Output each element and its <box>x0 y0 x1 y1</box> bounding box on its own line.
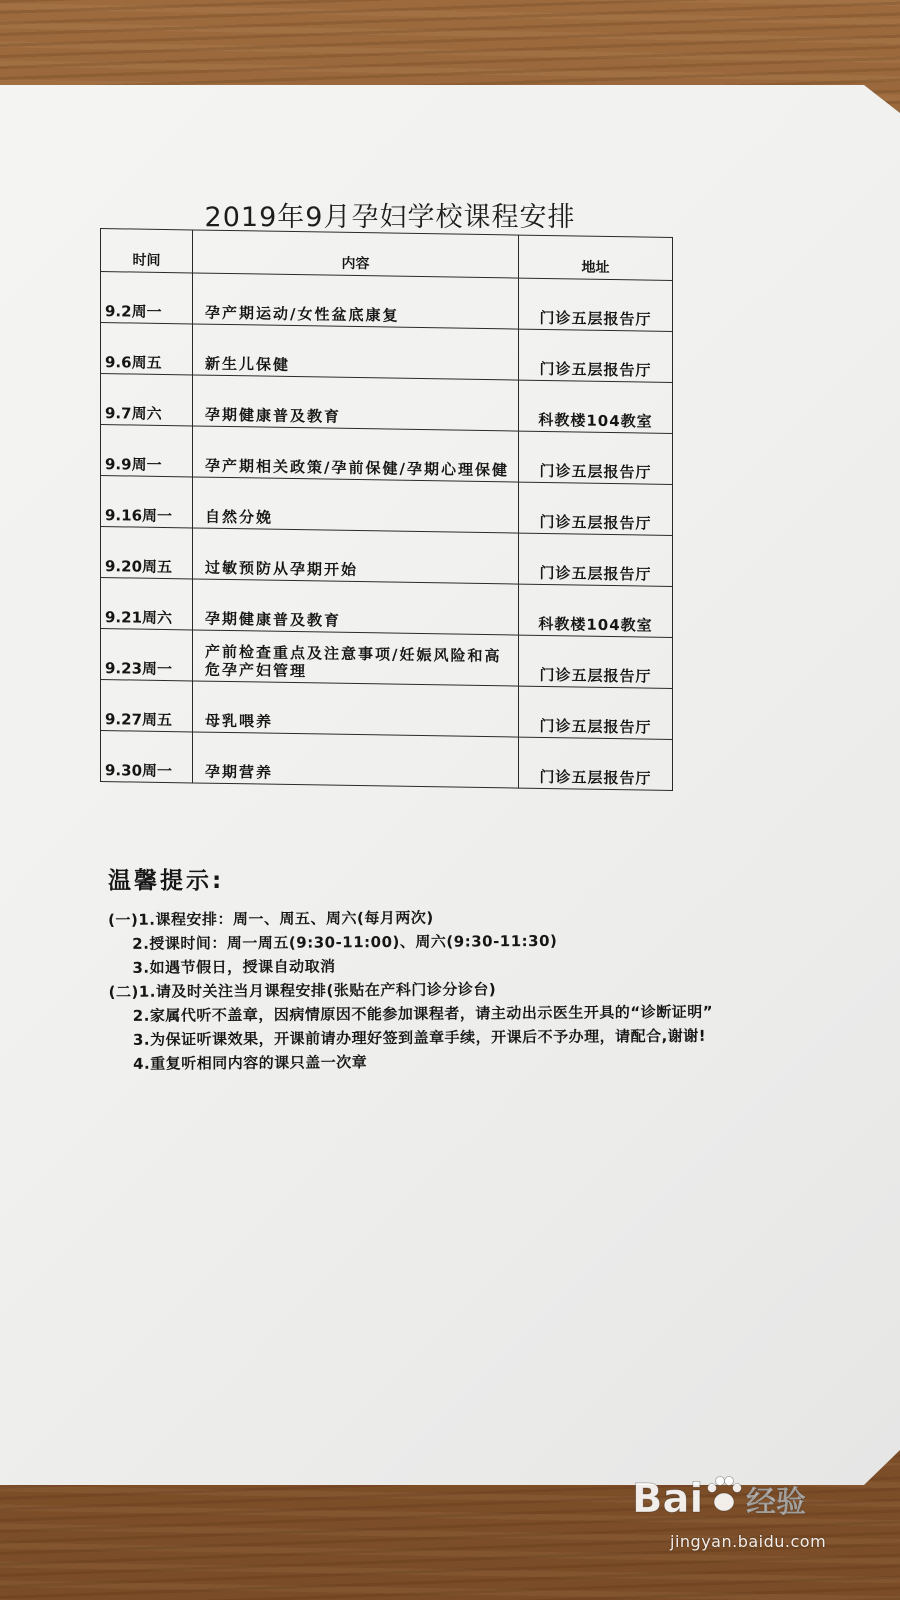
cell-content: 孕期营养 <box>193 732 519 788</box>
cell-content: 孕产期相关政策/孕前保健/孕期心理保健 <box>193 426 519 482</box>
cell-time: 9.2周一 <box>101 272 193 324</box>
note-line: 2.授课时间：周一周五(9:30-11:00)、周六(9:30-11:30) <box>132 931 558 953</box>
cell-content: 产前检查重点及注意事项/妊娠风险和高危孕产妇管理 <box>193 630 519 686</box>
cell-address: 门诊五层报告厅 <box>519 329 673 382</box>
table-row <box>101 374 673 434</box>
table-row <box>101 323 673 383</box>
table-row <box>101 476 673 536</box>
cell-time: 9.20周五 <box>101 527 193 579</box>
cell-address: 科教楼104教室 <box>519 380 673 433</box>
cell-content: 孕期健康普及教育 <box>193 579 519 635</box>
watermark-url: jingyan.baidu.com <box>670 1532 827 1551</box>
notes-list <box>108 903 829 1076</box>
cell-time: 9.6周五 <box>101 323 193 375</box>
schedule-table <box>100 228 673 791</box>
table-row <box>101 629 673 689</box>
cell-time: 9.23周一 <box>101 629 193 681</box>
cell-content: 新生儿保健 <box>193 324 519 380</box>
table-row <box>101 527 673 587</box>
cell-address: 门诊五层报告厅 <box>519 431 673 484</box>
cell-address: 门诊五层报告厅 <box>519 635 673 688</box>
note-line: 3.为保证听课效果，开课前请办理好签到盖章手续，开课后不予办理，请配合,谢谢! <box>132 1026 707 1049</box>
header-address: 地址 <box>519 235 673 280</box>
cell-time: 9.30周一 <box>101 731 193 783</box>
table-row <box>101 680 673 740</box>
note-line: 3.如遇节假日，授课自动取消 <box>132 957 336 977</box>
cell-time: 9.27周五 <box>101 680 193 732</box>
header-time: 时间 <box>101 229 193 273</box>
cell-time: 9.16周一 <box>101 476 193 528</box>
note-line: (二)1.请及时关注当月课程安排(张贴在产科门诊分诊台) <box>108 980 497 1001</box>
document-title: 2019年9月孕妇学校课程安排 <box>204 202 576 233</box>
cell-time: 9.9周一 <box>101 425 193 477</box>
cell-address: 门诊五层报告厅 <box>519 482 673 535</box>
table-row <box>101 731 673 791</box>
cell-time: 9.7周六 <box>101 374 193 426</box>
table-row <box>101 272 673 332</box>
cell-address: 门诊五层报告厅 <box>519 533 673 586</box>
paw-icon <box>708 1477 742 1512</box>
cell-address: 门诊五层报告厅 <box>519 686 673 739</box>
baidu-logo <box>628 1460 858 1532</box>
header-content: 内容 <box>193 230 519 278</box>
cell-address: 门诊五层报告厅 <box>519 278 673 331</box>
note-line: 2.家属代听不盖章，因病情原因不能参加课程者，请主动出示医生开具的“诊断证明” <box>132 1002 714 1025</box>
table-row <box>101 425 673 485</box>
svg-text:Bai: Bai <box>632 1476 704 1522</box>
cell-content: 母乳喂养 <box>193 681 519 737</box>
cell-content: 自然分娩 <box>193 477 519 533</box>
cell-content: 孕期健康普及教育 <box>193 375 519 431</box>
cell-content: 过敏预防从孕期开始 <box>193 528 519 584</box>
notes-heading: 温馨提示: <box>108 868 225 894</box>
baidu-jingyan-watermark <box>628 1460 858 1560</box>
svg-text:经验: 经验 <box>746 1485 806 1520</box>
note-line: (一)1.课程安排：周一、周五、周六(每月两次) <box>108 908 434 929</box>
table-row <box>101 578 673 638</box>
cell-content: 孕产期运动/女性盆底康复 <box>193 273 519 329</box>
cell-address: 科教楼104教室 <box>519 584 673 637</box>
note-line: 4.重复听相同内容的课只盖一次章 <box>133 1053 368 1073</box>
cell-address: 门诊五层报告厅 <box>519 737 673 790</box>
cell-time: 9.21周六 <box>101 578 193 630</box>
